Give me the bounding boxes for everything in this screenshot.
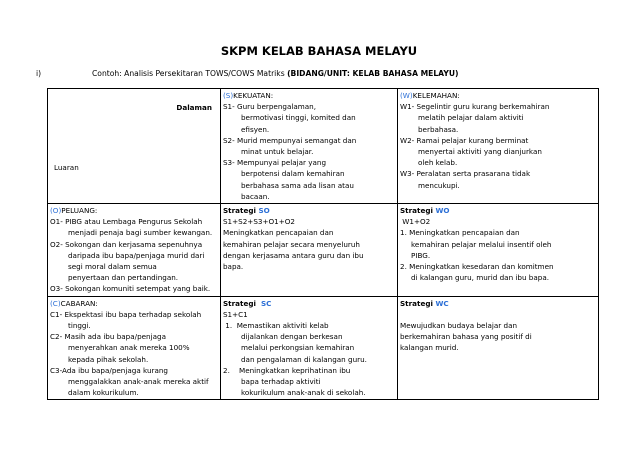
list-item: kalangan murid. xyxy=(400,343,459,353)
list-item: W1- Segelintir guru kurang berkemahiran xyxy=(400,102,550,112)
luaran-label: Luaran xyxy=(54,163,79,172)
list-item: menyerahkan anak mereka 100% xyxy=(68,343,190,353)
wo-label: Strategi xyxy=(400,206,436,216)
list-item: W3- Peralatan serta prasarana tidak xyxy=(400,169,531,179)
s-title: KEKUATAN: xyxy=(233,91,274,100)
list-item: berkemahiran bahasa yang positif di xyxy=(400,332,532,342)
list-item: S2- Murid mempunyai semangat dan xyxy=(223,135,357,145)
so-code: SO xyxy=(258,206,270,216)
list-item: kokurikulum anak-anak di sekolah. xyxy=(241,388,366,398)
table-row xyxy=(48,296,599,400)
list-item: bermotivasi tinggi, komited dan xyxy=(241,113,356,123)
o-title: PELUANG: xyxy=(61,206,98,216)
corner-cell xyxy=(48,89,221,204)
intro-line xyxy=(36,69,458,78)
intro-text: Contoh: Analisis Persekitaran TOWS/COWS Matriks xyxy=(92,69,285,78)
list-item: menggalakkan anak-anak mereka aktif xyxy=(68,377,209,387)
list-item: 2. Meningkatkan keprihatinan ibu xyxy=(223,365,351,375)
list-item: Meningkatkan pencapaian dan xyxy=(223,228,334,238)
list-item: S1- Guru berpengalaman, xyxy=(223,102,317,112)
list-item: 1. Memastikan aktiviti kelab xyxy=(223,321,329,331)
list-item: S1+S2+S3+O1+O2 xyxy=(223,217,295,227)
list-item: kemahiran pelajar secara menyeluruh xyxy=(223,239,360,249)
list-item: kepada pihak sekolah. xyxy=(68,354,149,364)
list-item: C1- Ekspektasi ibu bapa terhadap sekolah xyxy=(50,309,202,319)
list-item: O2- Sokongan dan kerjasama sepenuhnya xyxy=(50,239,203,249)
list-item: bapa terhadap aktiviti xyxy=(241,377,321,387)
c-code: (C) xyxy=(50,298,61,308)
intro-number: i) xyxy=(36,69,42,78)
list-item: 1. Meningkatkan pencapaian dan xyxy=(400,228,520,238)
list-item: O3- Sokongan komuniti setempat yang baik. xyxy=(50,284,211,294)
list-item: daripada ibu bapa/penjaga murid dari xyxy=(68,250,205,260)
list-item: C3-Ada ibu bapa/penjaga kurang xyxy=(50,365,168,375)
cabaran-cell xyxy=(48,296,221,400)
list-item: minat untuk belajar. xyxy=(241,147,314,157)
list-item: tinggi. xyxy=(68,321,91,331)
list-item: melalui perkongsian kemahiran xyxy=(241,343,355,353)
list-item: efisyen. xyxy=(241,124,270,134)
list-item: PIBG. xyxy=(411,250,431,260)
list-item: dan pengalaman di kalangan guru. xyxy=(241,354,367,364)
list-item: S3- Mempunyai pelajar yang xyxy=(223,158,327,168)
list-item: dijalankan dengan berkesan xyxy=(241,332,343,342)
w-code: (W) xyxy=(400,91,413,100)
w-title: KELEMAHAN: xyxy=(412,91,460,100)
page-title: SKPM KELAB BAHASA MELAYU xyxy=(220,44,418,58)
list-item: berbahasa sama ada lisan atau xyxy=(241,180,354,190)
o-code: (O) xyxy=(50,206,62,216)
table-row xyxy=(48,89,599,204)
list-item: berbahasa. xyxy=(418,124,459,134)
list-item: bacaan. xyxy=(241,191,270,201)
list-item: Mewujudkan budaya belajar dan xyxy=(400,321,518,331)
intro-bold: (BIDANG/UNIT: KELAB BAHASA MELAYU) xyxy=(287,69,459,78)
list-item: di kalangan guru, murid dan ibu bapa. xyxy=(411,273,550,283)
list-item: dalam kokurikulum. xyxy=(68,388,139,398)
peluang-cell xyxy=(48,204,221,297)
list-item: melatih pelajar dalam aktiviti xyxy=(418,113,524,123)
list-item: mencukupi. xyxy=(418,180,460,190)
tows-matrix-table xyxy=(47,88,599,400)
list-item: menjadi penaja bagi sumber kewangan. xyxy=(68,228,213,238)
dalaman-label: Dalaman xyxy=(176,103,212,112)
list-item: dengan kerjasama antara guru dan ibu xyxy=(223,250,364,260)
so-label: Strategi xyxy=(223,206,259,216)
strategi-sc-cell xyxy=(221,296,398,400)
kelemahan-cell xyxy=(398,89,599,204)
list-item: 2. Meningkatkan kesedaran dan komitmen xyxy=(400,262,554,272)
sc-label: Strategi xyxy=(223,298,261,308)
table-row xyxy=(48,204,599,297)
c-title: CABARAN: xyxy=(60,298,98,308)
list-item: O1- PIBG atau Lembaga Pengurus Sekolah xyxy=(50,217,203,227)
strategi-wo-cell xyxy=(398,204,599,297)
strategi-so-cell xyxy=(221,204,398,297)
list-item: bapa. xyxy=(223,262,244,272)
list-item xyxy=(400,309,596,320)
s-code: (S) xyxy=(223,91,234,100)
wc-label: Strategi xyxy=(400,298,436,308)
list-item: kemahiran pelajar melalui insentif oleh xyxy=(411,239,552,249)
list-item: penyertaan dan pertandingan. xyxy=(68,273,179,283)
strategi-wc-cell xyxy=(398,296,599,400)
list-item: W2- Ramai pelajar kurang berminat xyxy=(400,135,529,145)
kekuatan-cell xyxy=(221,89,398,204)
list-item: S1+C1 xyxy=(223,309,248,319)
list-item: berpotensi dalam kemahiran xyxy=(241,169,345,179)
sc-code: SC xyxy=(260,298,272,308)
list-item: C2- Masih ada ibu bapa/penjaga xyxy=(50,332,166,342)
list-item: W1+O2 xyxy=(400,217,431,227)
wo-code: WO xyxy=(435,206,450,216)
wc-code: WC xyxy=(435,298,449,308)
list-item: segi moral dalam semua xyxy=(68,262,157,272)
list-item: oleh kelab. xyxy=(418,158,458,168)
list-item: menyertai aktiviti yang dianjurkan xyxy=(418,147,542,157)
